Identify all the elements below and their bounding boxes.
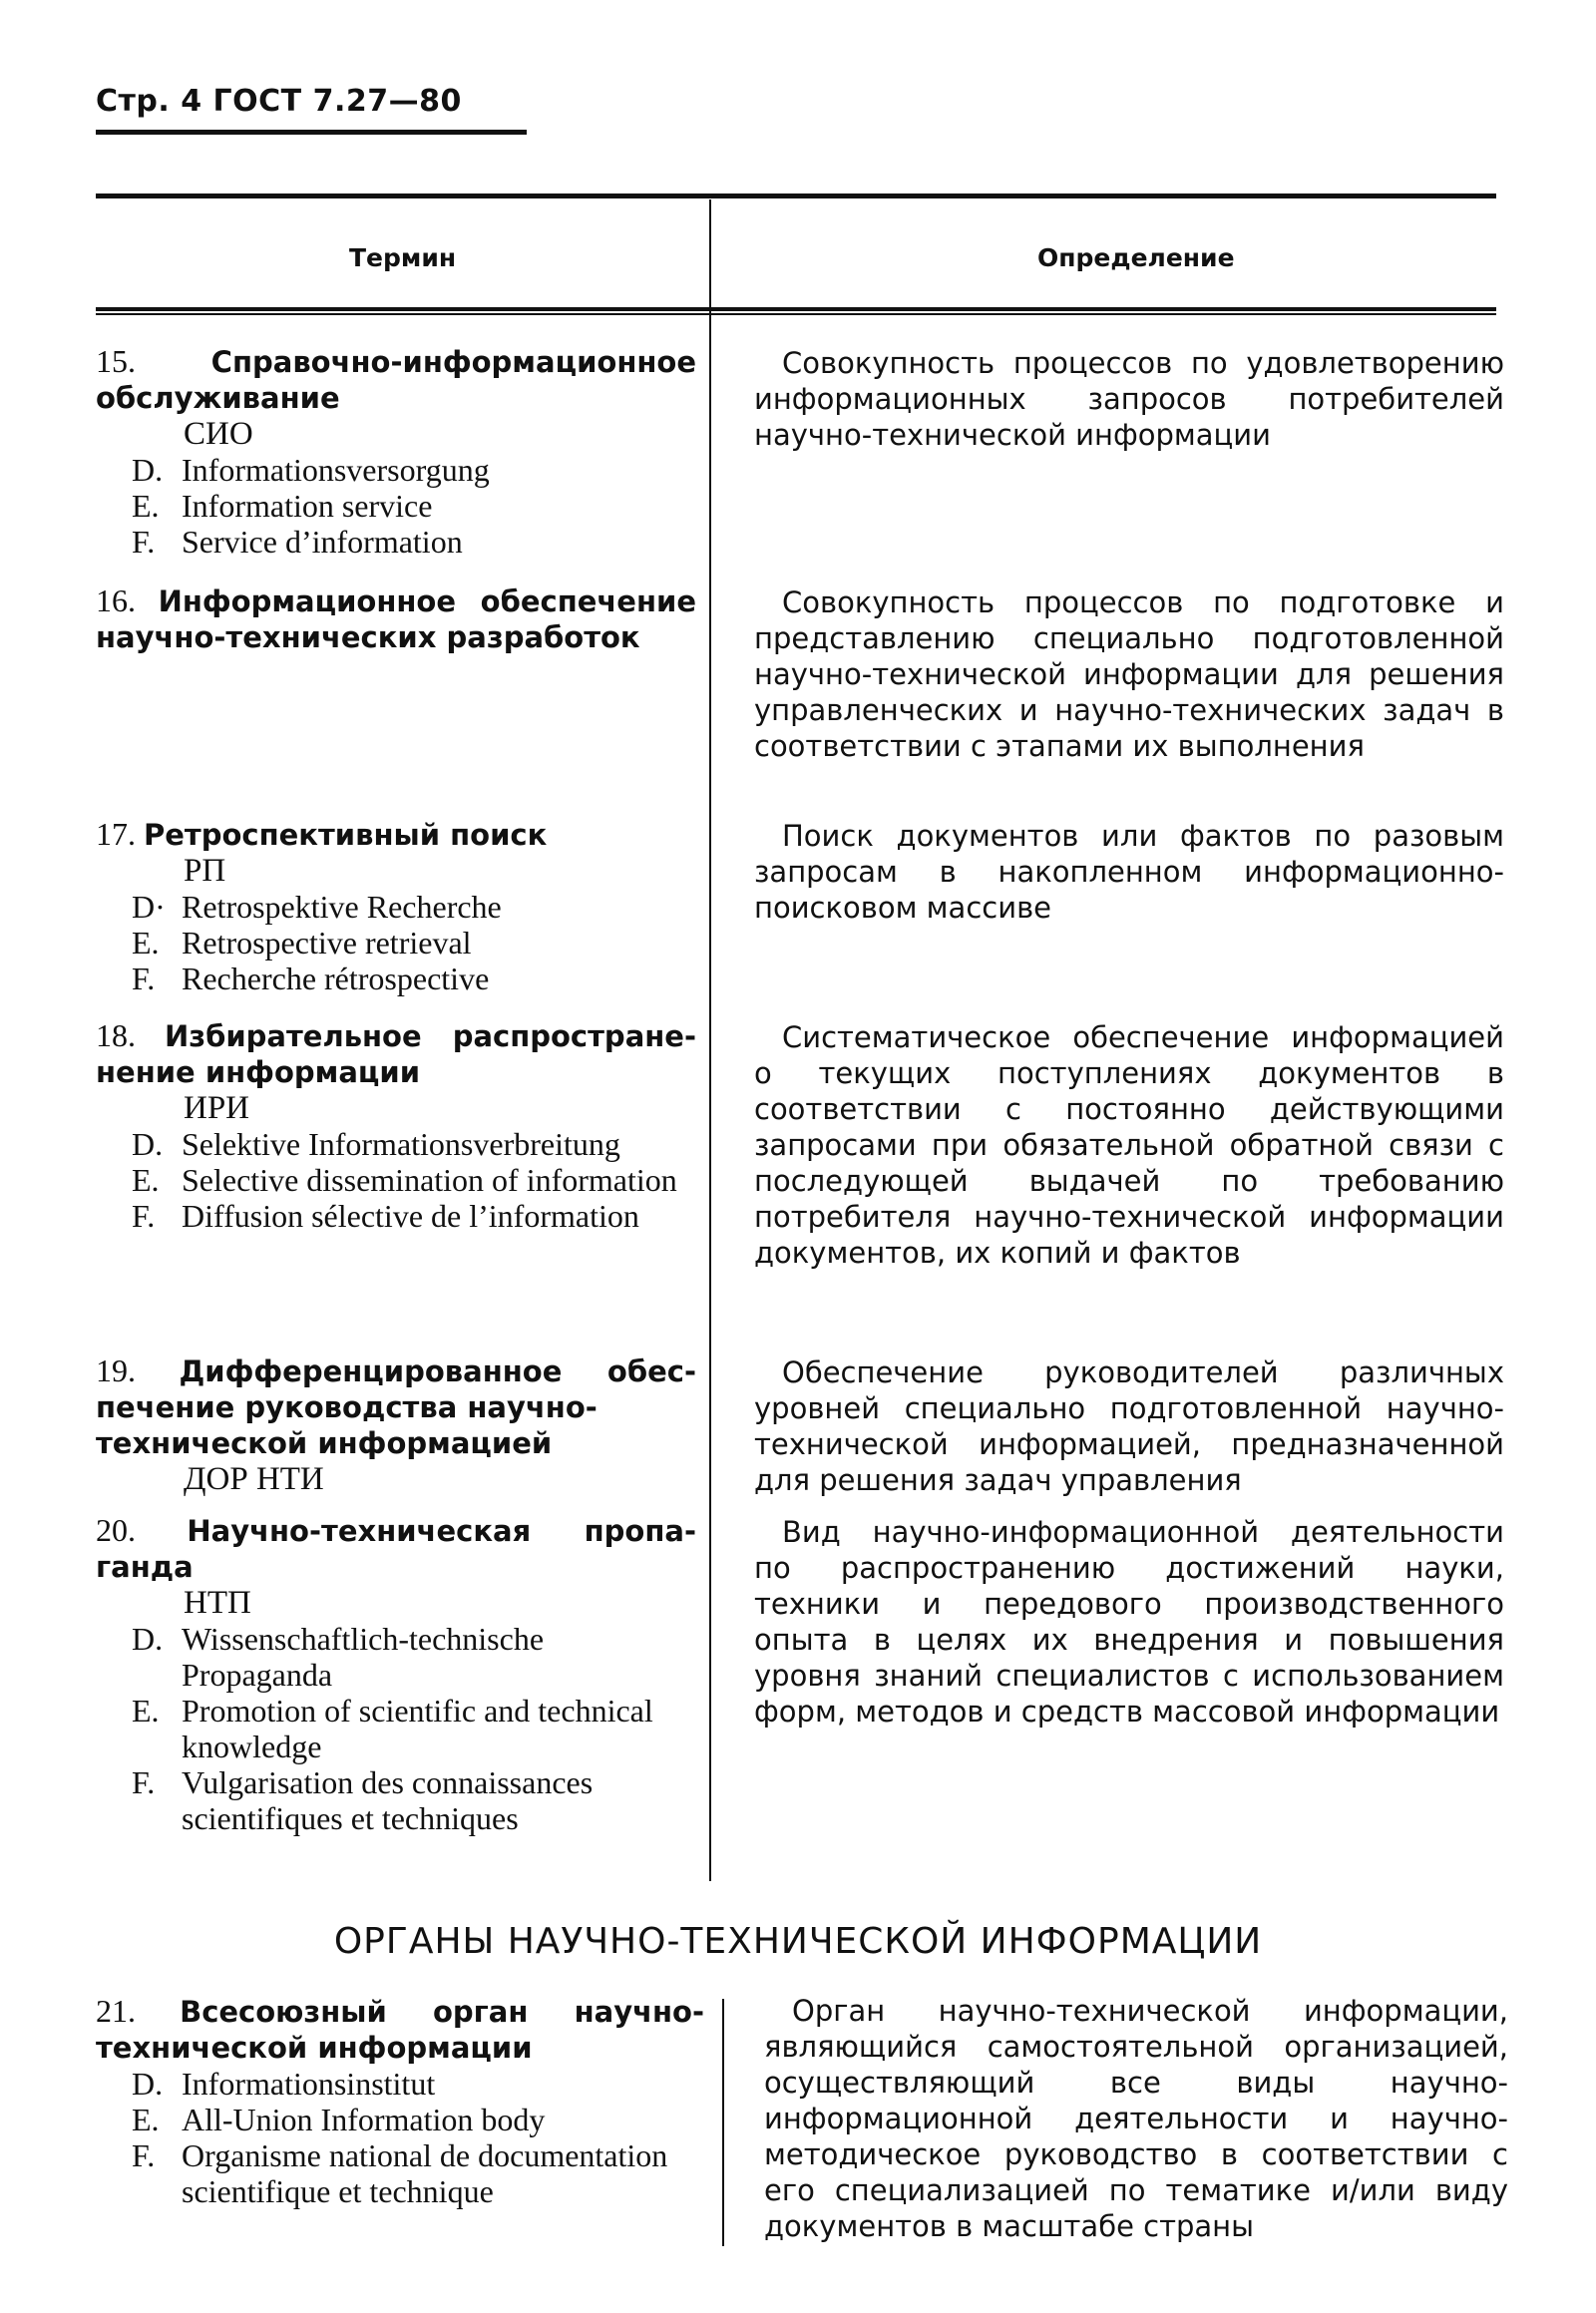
column-divider [709,199,711,1881]
translation: F. Diffusion sélective de l’information [132,1198,639,1234]
translation: D· Retrospektive Recherche [132,889,502,925]
translation: E. Retrospective retrieval [132,925,472,961]
term-title-cont: печение руководства научно-технической информацией [96,1390,598,1460]
term-entry-16 [96,582,696,655]
term-number: 19. [96,1352,136,1388]
table-top-rule [96,193,1496,198]
translation: D. Wissenschaftlich-technische Propaganda [132,1621,545,1693]
definition-18: Систематическое обеспечение информацией о текущих поступлениях документов в соответствии с постоянно действующими запросами при обязательной обратной связи с последующей выдачей по требованию потребителя научно-технической информации документов, их копий и фактов [754,1020,1504,1270]
translation: D. Selektive Informationsverbreitung [132,1126,620,1162]
term-title: Всесоюзный орган научно- [180,1995,705,2029]
column-header-term: Термин [349,243,457,272]
term-abbreviation: ИРИ [184,1090,250,1126]
translation: F. Vulgarisation des connaissances scientifiques et techniques [132,1764,594,1836]
definition-19: Обеспечение руководителей различных уровней специально подготовленной научно-технической информацией, предназначенной для решения задач управления [754,1355,1504,1497]
section-heading: ОРГАНЫ НАУЧНО-ТЕХНИЧЕСКОЙ ИНФОРМАЦИИ [333,1921,1263,1962]
translation: D. Informationsversorgung [132,452,490,488]
term-number: 21. [96,1993,136,2029]
translation: F. Recherche rétrospective [132,961,490,996]
column-divider-section [722,1999,724,2246]
term-title: Информационное обеспечение [158,584,696,618]
translation: F. Organisme national de documentation scientifique et technique [132,2137,668,2209]
page-header: Стр. 4 ГОСТ 7.27—80 [96,84,462,119]
table-header-rule-thin [96,313,1496,315]
term-entry-20 [96,1512,696,1836]
definition-17: Поиск документов или фактов по разовым запросам в накопленном информационно-поисковом массиве [754,819,1504,925]
term-entry-15 [96,343,696,560]
term-abbreviation: РП [184,853,226,889]
term-title-cont: технической информации [96,2031,533,2065]
term-title-cont: нение информации [96,1055,421,1089]
header-rule [96,130,527,135]
term-title-cont: ганда [96,1550,194,1584]
term-title: Научно-техническая пропа- [187,1514,696,1548]
term-abbreviation: НТП [184,1585,251,1621]
term-title: Дифференцированное обес- [179,1354,697,1388]
definition-20: Вид научно-информационной деятельности по распространению достижений науки, техники и передового производственного опыта в целях их внедрения и повышения уровня знаний специалистов с использованием форм, методов и средств массовой информации [754,1515,1504,1729]
term-entry-18 [96,1017,696,1234]
term-abbreviation: СИО [184,416,253,452]
term-number: 20. [96,1512,136,1548]
term-entry-19 [96,1352,696,1497]
column-header-definition: Определение [1037,243,1235,272]
translation: E. Promotion of scientific and technical knowledge [132,1693,653,1764]
translation: E. Information service [132,488,433,524]
translation: F. Service d’information [132,524,463,560]
term-title-cont: научно-технических разработок [96,620,640,654]
term-entry-17 [96,816,696,996]
term-title: Ретроспективный поиск [144,818,548,852]
term-title-cont: обслуживание [96,381,340,415]
translation: E. All-Union Information body [132,2102,546,2137]
term-title: Избирательное распростране- [164,1019,697,1053]
term-number: 16. [96,582,136,618]
term-number: 17. [96,816,136,852]
translation: E. Selective dissemination of information [132,1162,677,1198]
definition-21: Орган научно-технической информации, являющийся самостоятельной организацией, осуществляющий все виды научно-информационной деятельности и научно-методическое руководство в соответствии с его специализацией по тематике и/или виду документов в масштабе страны [764,1994,1508,2243]
term-number: 15. [96,343,136,379]
term-abbreviation: ДОР НТИ [184,1461,324,1497]
term-title: Справочно-информационное [210,345,696,379]
term-entry-21 [96,1993,704,2209]
table-header-rule [96,307,1496,311]
definition-15: Совокупность процессов по удовлетворению информационных запросов потребителей научно-технической информации [754,346,1504,452]
term-number: 18. [96,1017,136,1053]
definition-16: Совокупность процессов по подготовке и представлению специально подготовленной научно-технической информации для решения управленческих и научно-технических задач в соответствии с этапами их выполнения [754,585,1504,763]
translation: D. Informationsinstitut [132,2066,436,2102]
